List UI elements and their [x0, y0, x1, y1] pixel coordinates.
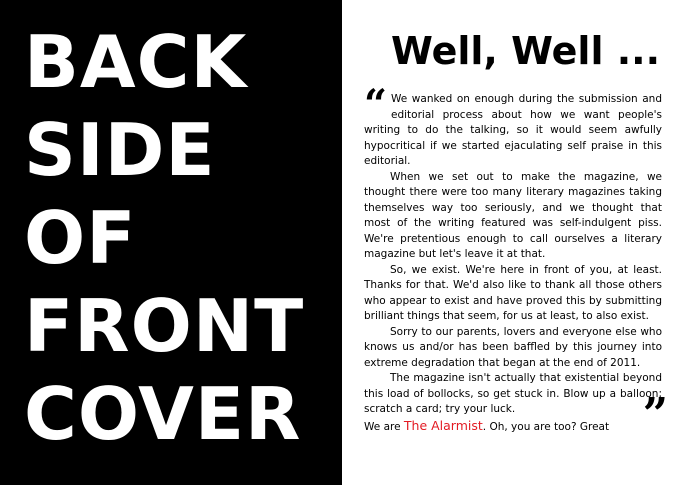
brand-name: The Alarmist [403, 417, 483, 433]
editorial-body [364, 81, 662, 435]
cover-title-line: BACK [24, 20, 248, 104]
cover-title [24, 18, 304, 458]
cover-title-line: SIDE [24, 108, 216, 192]
close-quote-mark: ” [642, 389, 668, 440]
editorial-paragraph: The magazine isn't actually that existential beyond this load of bollocks, so get stuck in. Blow up a balloon; scratch a card; try your luck. [364, 372, 662, 415]
editorial-signoff [364, 418, 662, 436]
editorial-paragraph: So, we exist. We're here in front of you, at least. Thanks for that. We'd also like to thank all those others who appear to exist and have proved this by submitting brilliant things that seem, for us at least, to also exist. [364, 263, 662, 322]
editorial-headline: Well, Well ... [391, 29, 660, 73]
open-quote-mark: “ [364, 81, 388, 128]
signoff-after: . Oh, you are too? Great [482, 420, 610, 433]
editorial-paragraph [364, 81, 662, 170]
cover-title-line: OF [24, 196, 137, 280]
editorial-paragraph-text: We wanked on enough during the submission and editorial process about how we want people's writing to do the talking, so it would seem awfully hypocritical if we started ejaculating self praise in this editorial. [364, 93, 662, 167]
cover-title-line: FRONT [24, 284, 305, 368]
editorial-paragraph: Sorry to our parents, lovers and everyone else who knows us and/or has been baffled by this journey into extreme degradation that began at the end of 2011. [364, 325, 662, 369]
signoff-before: We are [364, 420, 404, 433]
cover-title-line: COVER [24, 372, 302, 456]
editorial-paragraph: When we set out to make the magazine, we thought there were too many literary magazines taking themselves way too seriously, and we thought that most of the writing featured was self-indulgent piss. We're pretentious enough to call ourselves a literary magazine but let's leave it at that. [364, 170, 662, 260]
editorial-page [342, 0, 684, 485]
